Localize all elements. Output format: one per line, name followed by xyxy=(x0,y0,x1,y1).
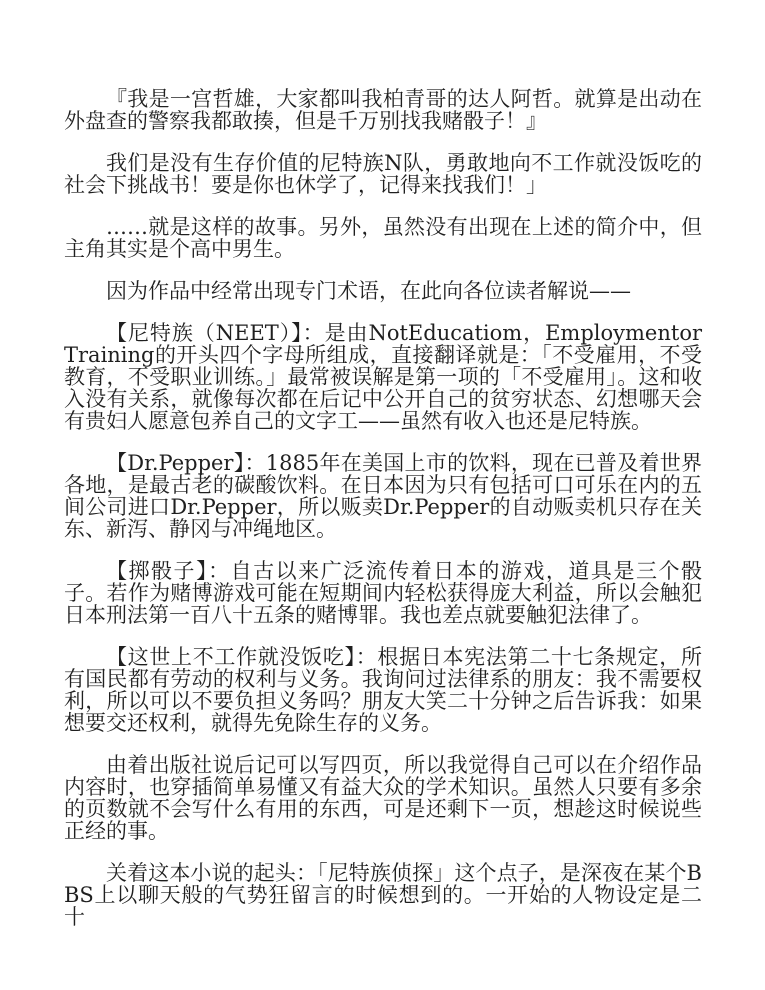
novel-origin-paragraph: 关着这本小说的起头：「尼特族侦探」这个点子，是深夜在某个BBS上以聊天般的气势狂留言的时候想到的。一开始的人物设定是二十 xyxy=(64,861,702,929)
neet-team-quote-paragraph: 我们是没有生存价值的尼特族N队，勇敢地向不工作就没饭吃的社会下挑战书！要是你也休学了，记得来找我们！」 xyxy=(64,151,702,197)
glossary-entry-no-work-no-food-paragraph: 【这世上不工作就没饭吃】：根据日本宪法第二十七条规定，所有国民都有劳动的权利与义务。我询问过法律系的朋友：我不需要权利，所以可以不要负担义务吗？朋友大笑二十分钟之后告诉我：如果想要交还权利，就得先免除生存的义务。 xyxy=(64,645,702,735)
glossary-entry-dice-paragraph: 【掷骰子】：自古以来广泛流传着日本的游戏，道具是三个骰子。若作为赌博游戏可能在短期间内轻松获得庞大利益，所以会触犯日本刑法第一百八十五条的赌博罪。我也差点就要触犯法律了。 xyxy=(64,559,702,627)
glossary-intro-paragraph: 因为作品中经常出现专门术语，在此向各位读者解说—— xyxy=(106,279,631,303)
pachinko-quote-paragraph: 『我是一宫哲雄，大家都叫我柏青哥的达人阿哲。就算是出动在外盘查的警察我都敢揍，但是千万别找我赌骰子！』 xyxy=(64,87,702,133)
story-note-paragraph: ……就是这样的故事。另外，虽然没有出现在上述的简介中，但主角其实是个高中男生。 xyxy=(64,215,702,261)
afterword-pages-paragraph: 由着出版社说后记可以写四页，所以我觉得自己可以在介绍作品内容时，也穿插简单易懂又有益大众的学术知识。虽然人只要有多余的页数就不会写什么有用的东西，可是还剩下一页，想趁这时候说些正经的事。 xyxy=(64,753,702,843)
glossary-entry-neet-paragraph: 【尼特族（NEET）】：是由NotEducatiom，EmploymentorTraining的开头四个字母所组成，直接翻译就是：「不受雇用，不受教育，不受职业训练。」最常被误解是第一项的「不受雇用」。这和收入没有关系，就像每次都在后记中公开自己的贫穷状态、幻想哪天会有贵妇人愿意包养自己的文字工——虽然有收入也还是尼特族。 xyxy=(64,321,702,433)
glossary-entry-dr-pepper-paragraph: 【Dr.Pepper】：1885年在美国上市的饮料，现在已普及着世界各地，是最古老的碳酸饮料。在日本因为只有包括可口可乐在内的五间公司进口Dr.Pepper，所以贩卖Dr.Pepper的自动贩卖机只存在关东、新泻、静冈与冲绳地区。 xyxy=(64,451,702,541)
